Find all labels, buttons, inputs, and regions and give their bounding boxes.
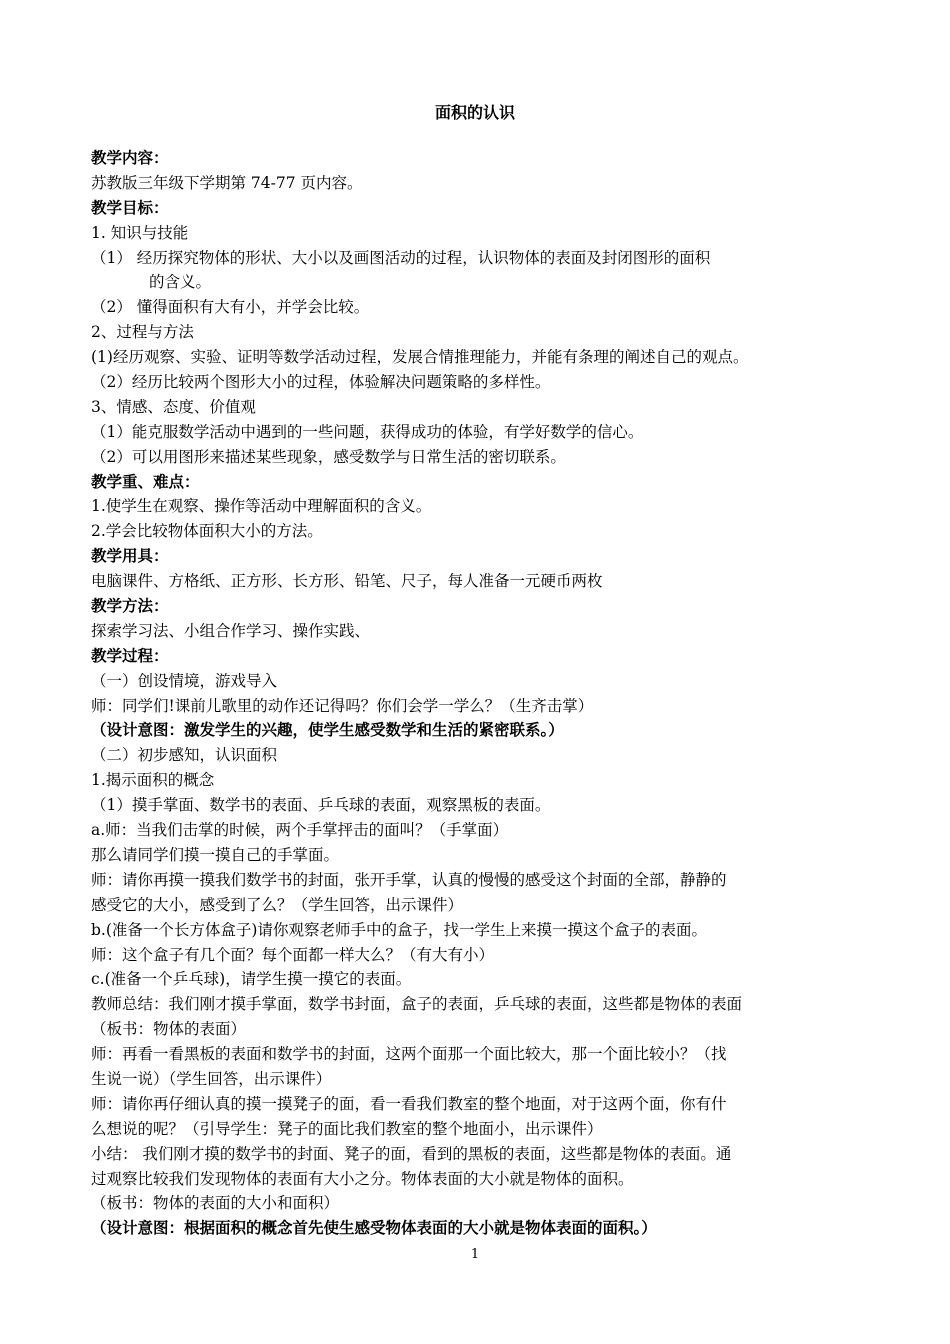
body-line: 感受它的大小，感受到了么？（学生回答，出示课件）	[91, 895, 464, 914]
body-line: 师：请你再仔细认真的摸一摸凳子的面，看一看我们教室的整个地面，对于这两个面，你有什	[91, 1094, 727, 1113]
body-line: （2）经历比较两个图形大小的过程，体验解决问题策略的多样性。	[91, 373, 551, 392]
body-line: 生说一说）（学生回答，出示课件）	[91, 1069, 332, 1088]
section-heading: 教学过程：	[91, 646, 169, 665]
body-line: 师：请你再摸一摸我们数学书的封面，张开手掌，认真的慢慢的感受这个封面的全部，静静的	[91, 870, 727, 889]
body-line: 的含义。	[149, 273, 212, 292]
body-line: 那么请同学们摸一摸自己的手掌面。	[91, 845, 340, 864]
body-line: a.师：当我们击掌的时候，两个手掌抨击的面叫？（手掌面）	[91, 821, 509, 840]
body-line: 么想说的呢？（引导学生：凳子的面比我们教室的整个地面小，出示课件）	[91, 1119, 603, 1138]
body-line: 1.使学生在观察、操作等活动中理解面积的含义。	[91, 497, 432, 516]
body-line: 3、情感、态度、价值观	[91, 397, 256, 416]
section-heading: 教学内容：	[91, 149, 169, 167]
body-line: （板书：物体的表面的大小和面积）	[91, 1194, 340, 1213]
body-line: （1）能克服数学活动中遇到的一些问题，获得成功的体验，有学好数学的信心。	[91, 422, 644, 441]
section-heading: （设计意图：根据面积的概念首先使生感受物体表面的大小就是物体表面的面积。）	[91, 1219, 657, 1238]
document-title: 面积的认识	[434, 103, 515, 122]
section-heading: 教学重、难点：	[91, 472, 200, 491]
body-line: 过观察比较我们发现物体的表面有大小之分。物体表面的大小就是物体的面积。	[91, 1169, 634, 1188]
body-line: 苏教版三年级下学期第 74-77 页内容。	[91, 173, 363, 192]
body-line: b.(准备一个长方体盒子)请你观察老师手中的盒子，找一学生上来摸一摸这个盒子的表面。	[91, 920, 707, 939]
section-heading: 教学方法：	[91, 597, 169, 616]
body-line: c.(准备一个乒乓球)，请学生摸一摸它的表面。	[91, 970, 412, 989]
body-line: （二）初步感知，认识面积	[91, 746, 278, 765]
body-line: （1） 经历探究物体的形状、大小以及画图活动的过程，认识物体的表面及封闭图形的面积	[91, 248, 711, 267]
body-line: 电脑课件、方格纸、正方形、长方形、铅笔、尺子，每人准备一元硬币两枚	[91, 572, 603, 591]
section-heading: 教学用具：	[91, 547, 169, 566]
body-line: 教师总结：我们刚才摸手掌面，数学书封面，盒子的表面，乒乓球的表面，这些都是物体的表面	[91, 995, 743, 1014]
body-line: （1）摸手掌面、数学书的表面、乒乓球的表面，观察黑板的表面。	[91, 796, 551, 815]
body-line: 2.学会比较物体面积大小的方法。	[91, 522, 323, 541]
body-line: （2）可以用图形来描述某些现象，感受数学与日常生活的密切联系。	[91, 447, 566, 466]
body-line: 师：同学们!课前儿歌里的动作还记得吗？你们会学一学么？（生齐击掌）	[91, 696, 594, 715]
section-heading: 教学目标：	[91, 198, 169, 217]
body-line: 1.揭示面积的概念	[91, 771, 215, 790]
section-heading: （设计意图：激发学生的兴趣，使学生感受数学和生活的紧密联系。）	[91, 721, 564, 740]
body-line: 师：再看一看黑板的表面和数学书的封面，这两个面那一个面比较大，那一个面比较小？（找	[91, 1045, 727, 1064]
body-line: （一）创设情境，游戏导入	[91, 671, 278, 690]
page-number: 1	[470, 1247, 480, 1262]
document-body	[91, 146, 881, 1241]
body-line: (1)经历观察、实验、证明等数学活动过程，发展合情推理能力，并能有条理的阐述自己的观点。	[91, 348, 749, 367]
body-line: 1. 知识与技能	[91, 223, 189, 242]
body-line: （2） 懂得面积有大有小，并学会比较。	[91, 298, 370, 317]
body-line: 小结： 我们刚才摸的数学书的封面、凳子的面，看到的黑板的表面，这些都是物体的表面。通	[91, 1144, 732, 1163]
body-line: 探索学习法、小组合作学习、操作实践、	[91, 621, 371, 640]
body-line: 师：这个盒子有几个面？每个面都一样大么？（有大有小）	[91, 945, 495, 964]
body-line: 2、过程与方法	[91, 323, 194, 342]
body-line: （板书：物体的表面）	[91, 1020, 247, 1039]
